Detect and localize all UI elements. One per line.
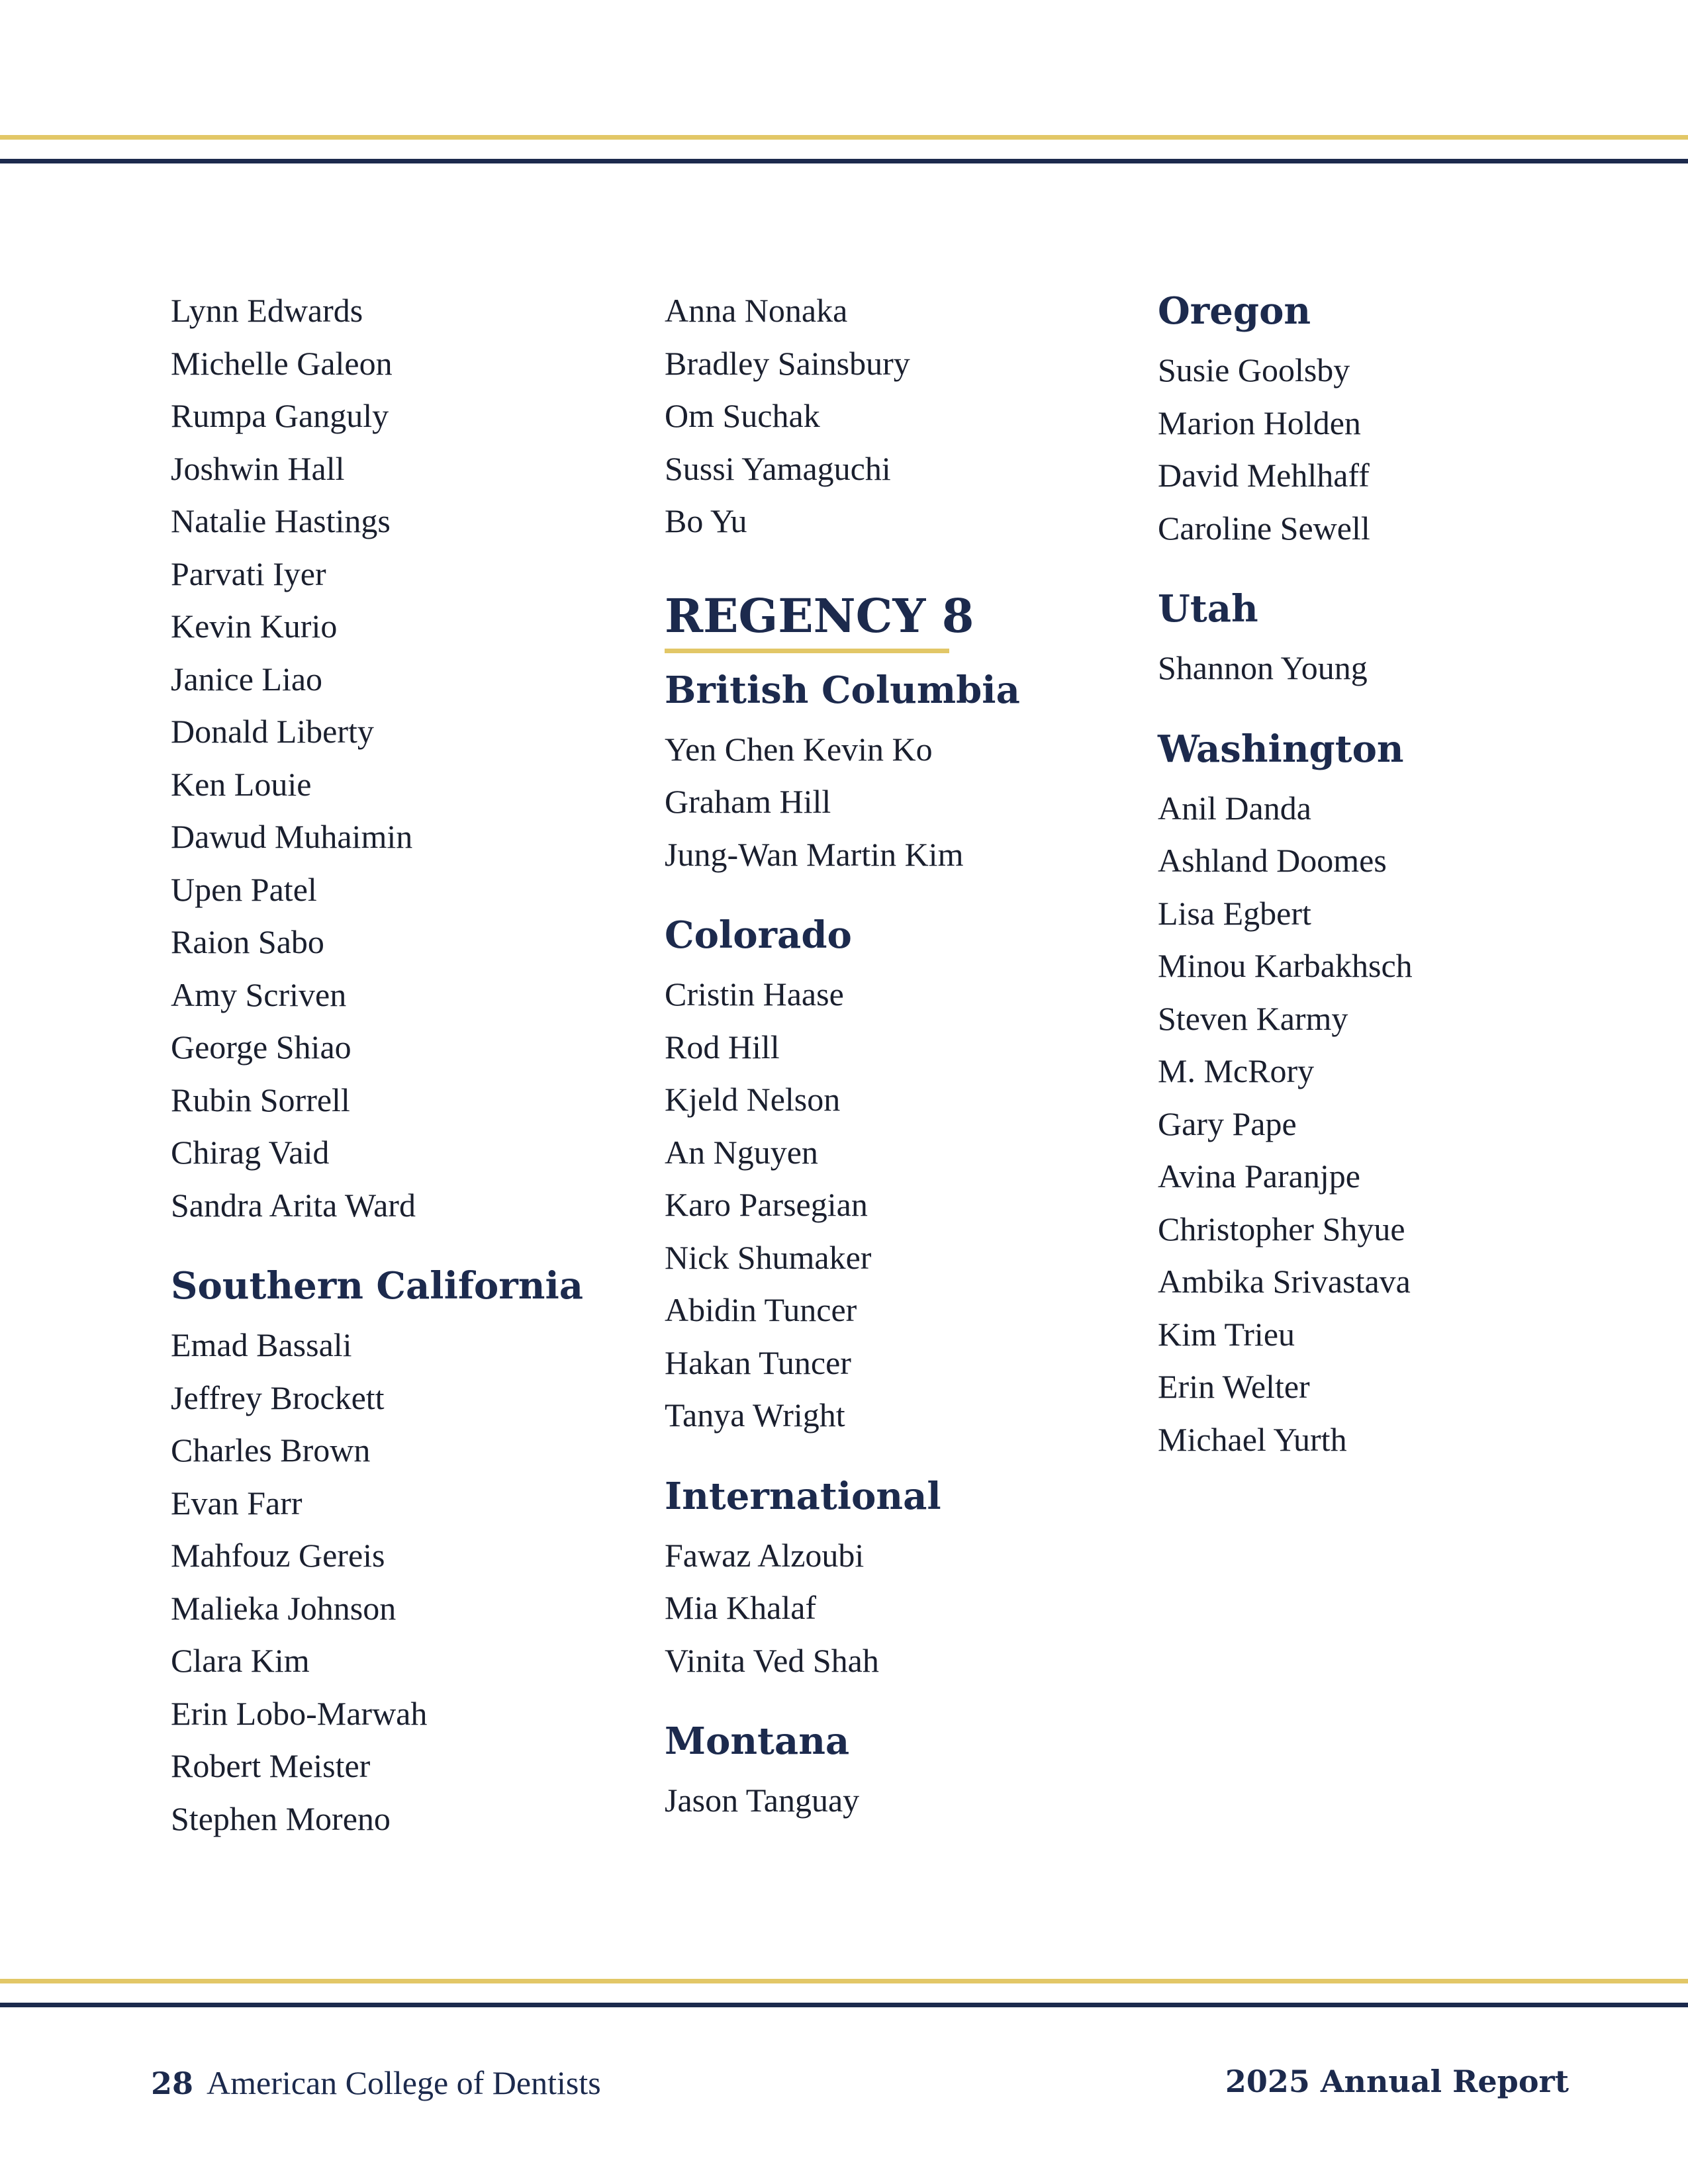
name-item: Anna Nonaka [665,292,848,329]
name-item: Lynn Edwards [171,292,363,329]
region-heading: Washington [1158,727,1404,771]
column-2 [665,285,1128,1827]
name-item: Fawaz Alzoubi [665,1536,865,1574]
region-section [171,1259,634,1845]
region-heading: International [665,1474,941,1518]
name-item: Bo Yu [665,502,747,539]
region-section [665,1470,1128,1688]
name-item: Vinita Ved Shah [665,1641,879,1679]
name-item: Cristin Haase [665,976,844,1013]
name-item: Emad Bassali [171,1326,352,1363]
name-list [1158,642,1621,695]
name-item: Malieka Johnson [171,1589,397,1627]
name-item: Caroline Sewell [1158,509,1370,547]
name-item: Robert Meister [171,1747,371,1784]
region-section [1158,285,1621,555]
name-item: Abidin Tuncer [665,1291,857,1328]
name-item: Marion Holden [1158,404,1361,441]
name-item: Anil Danda [1158,789,1311,827]
name-item: Kjeld Nelson [665,1081,841,1118]
name-item: Upen Patel [171,870,317,908]
name-item: Tanya Wright [665,1396,845,1433]
name-item: Clara Kim [171,1642,310,1679]
name-item: Chirag Vaid [171,1134,330,1171]
name-item: Dawud Muhaimin [171,818,413,855]
region-section [665,909,1128,1442]
name-item: Nick Shumaker [665,1238,872,1276]
name-item: Natalie Hastings [171,502,391,539]
organization-name: American College of Dentists [207,2064,601,2101]
name-item: Kim Trieu [1158,1315,1295,1353]
name-list [665,723,1128,882]
column-1 [171,285,634,1845]
name-list [1158,344,1621,555]
name-item: Ambika Srivastava [1158,1263,1411,1300]
name-item: Erin Welter [1158,1368,1310,1405]
name-item: An Nguyen [665,1133,818,1171]
region-section [1158,723,1621,1467]
page-number: 28 [151,2066,194,2101]
name-item: Minou Karbakhsch [1158,947,1413,984]
name-item: Steven Karmy [1158,999,1348,1037]
name-item: Yen Chen Kevin Ko [665,730,933,768]
name-item: Graham Hill [665,783,831,820]
name-item: Karo Parsegian [665,1186,868,1223]
name-item: Lisa Egbert [1158,894,1311,932]
name-item: Ken Louie [171,765,312,803]
name-item: Hakan Tuncer [665,1343,851,1381]
name-item: Donald Liberty [171,713,374,750]
name-item: Om Suchak [665,397,820,434]
name-list [665,285,1128,548]
name-item: Sussi Yamaguchi [665,449,891,487]
region-section [1158,582,1621,695]
name-item: Evan Farr [171,1484,303,1522]
name-item: Christopher Shyue [1158,1210,1405,1248]
region-heading: Utah [1158,587,1258,631]
top-gold-rule [0,135,1688,140]
name-item: Stephen Moreno [171,1799,391,1837]
name-item: Ashland Doomes [1158,842,1387,879]
bottom-navy-rule [0,2003,1688,2007]
column-3 [1158,285,1621,1466]
name-item: Sandra Arita Ward [171,1186,416,1224]
name-item: Jung-Wan Martin Kim [665,835,964,873]
region-section [665,664,1128,882]
name-item: Janice Liao [171,660,323,698]
name-item: Susie Goolsby [1158,351,1350,388]
top-navy-rule [0,159,1688,163]
region-section [665,1715,1128,1827]
region-heading: Colorado [665,913,852,957]
bottom-gold-rule [0,1979,1688,1983]
name-item: Mahfouz Gereis [171,1537,385,1574]
name-list [665,968,1128,1442]
name-item: Mia Khalaf [665,1589,817,1626]
region-heading: Southern California [171,1264,584,1308]
name-list [665,1529,1128,1688]
region-heading: Montana [665,1719,850,1763]
name-item: M. McRory [1158,1052,1315,1089]
name-item: Parvati Iyer [171,555,326,592]
name-item: Jason Tanguay [665,1782,860,1819]
region-heading: Oregon [1158,289,1311,333]
name-item: David Mehlhaff [1158,457,1370,494]
name-item: Avina Paranjpe [1158,1158,1360,1195]
name-list [171,1319,634,1845]
name-item: Erin Lobo-Marwah [171,1694,428,1732]
name-item: Michelle Galeon [171,344,393,382]
region-heading: British Columbia [665,668,1020,712]
name-list [665,1774,1128,1827]
name-item: Rubin Sorrell [171,1081,350,1118]
name-item: Jeffrey Brockett [171,1379,385,1416]
name-item: Kevin Kurio [171,608,338,645]
name-item: Amy Scriven [171,976,347,1013]
footer-left [151,2064,601,2102]
name-item: Rod Hill [665,1028,780,1066]
name-list [171,285,634,1232]
name-item: Joshwin Hall [171,449,345,487]
name-item: Shannon Young [1158,649,1368,686]
regency-underline [665,649,949,653]
name-item: Michael Yurth [1158,1420,1347,1458]
name-item: Charles Brown [171,1432,371,1469]
regency-heading: REGENCY 8 [665,588,974,643]
name-item: Gary Pape [1158,1105,1297,1142]
name-item: Raion Sabo [171,923,324,960]
name-list [1158,782,1621,1467]
name-item: Rumpa Ganguly [171,397,389,434]
name-item: Bradley Sainsbury [665,344,910,382]
report-title: 2025 Annual Report [1225,2064,1569,2099]
name-item: George Shiao [171,1028,352,1066]
